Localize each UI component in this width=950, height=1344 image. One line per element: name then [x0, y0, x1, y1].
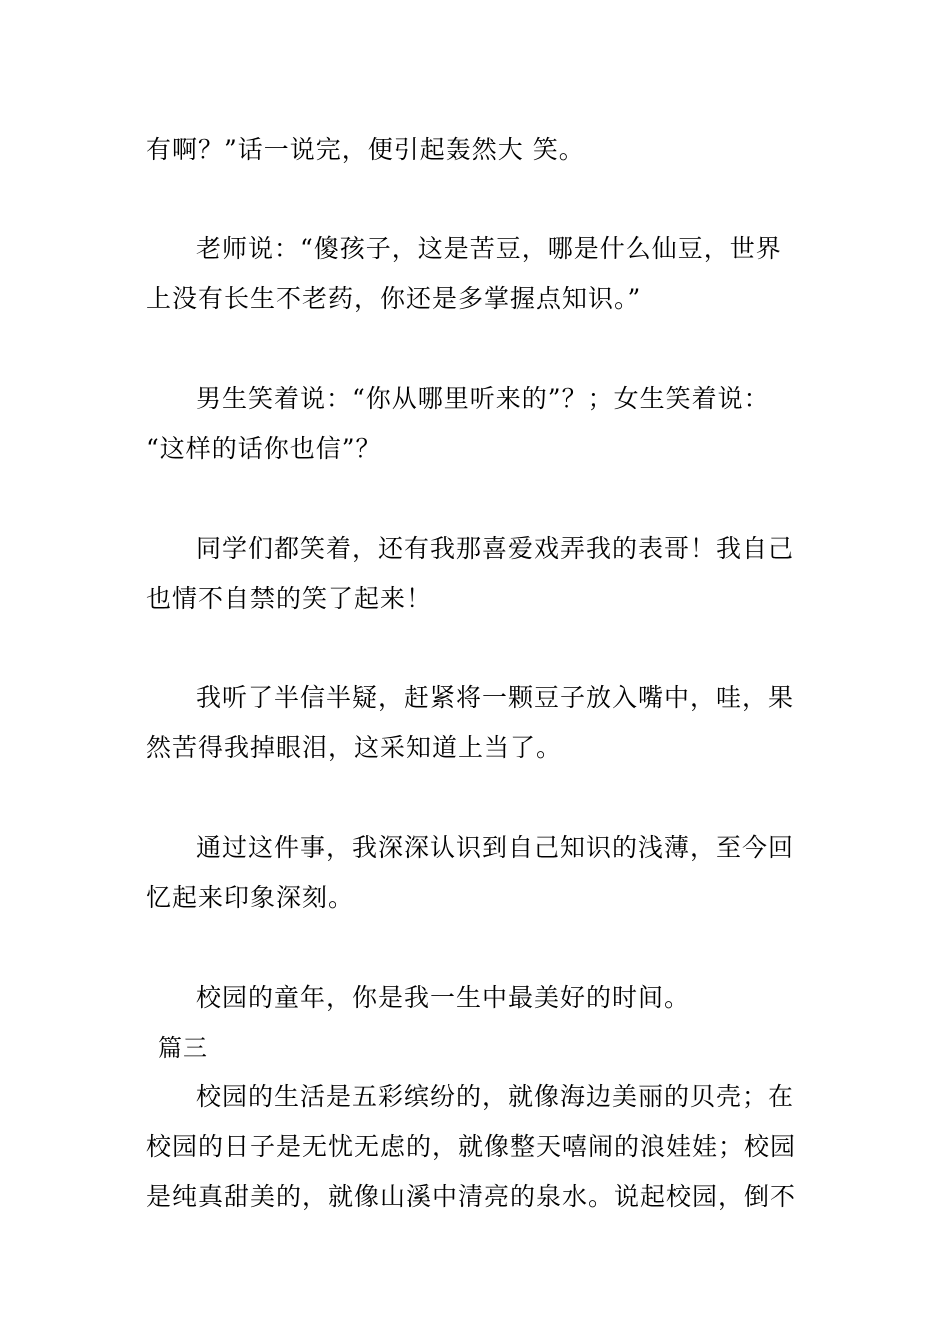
text-line: 是纯真甜美的，就像山溪中清亮的泉水。说起校园，倒不	[146, 1182, 797, 1211]
section-heading: 篇三	[158, 1034, 208, 1062]
text-line: 上没有长生不老药，你还是多掌握点知识。”	[146, 284, 642, 313]
text-line: 有啊？”话一说完，便引起轰然大 笑。	[146, 135, 585, 164]
text-line: 校园的日子是无忧无虑的，就像整天嘻闹的浪娃娃；校园	[146, 1132, 797, 1161]
text-line: 忆起来印象深刻。	[146, 883, 355, 912]
text-line: 也情不自禁的笑了起来！	[146, 584, 433, 613]
text-line: “这样的话你也信”？	[146, 434, 382, 463]
paragraph-line: 男生笑着说：“你从哪里听来的”？；女生笑着说：	[196, 384, 770, 413]
paragraph-line: 校园的童年，你是我一生中最美好的时间。	[196, 983, 691, 1012]
text-line: 然苦得我掉眼泪，这采知道上当了。	[146, 733, 563, 762]
paragraph-line: 我听了半信半疑，赶紧将一颗豆子放入嘴中，哇，果	[196, 683, 795, 712]
paragraph-line: 通过这件事，我深深认识到自己知识的浅薄，至今回	[196, 833, 795, 862]
paragraph-line: 校园的生活是五彩缤纷的，就像海边美丽的贝壳；在	[196, 1082, 795, 1111]
paragraph-line: 老师说：“傻孩子，这是苦豆，哪是什么仙豆，世界	[196, 234, 782, 263]
paragraph-line: 同学们都笑着，还有我那喜爱戏弄我的表哥！我自己	[196, 534, 795, 563]
